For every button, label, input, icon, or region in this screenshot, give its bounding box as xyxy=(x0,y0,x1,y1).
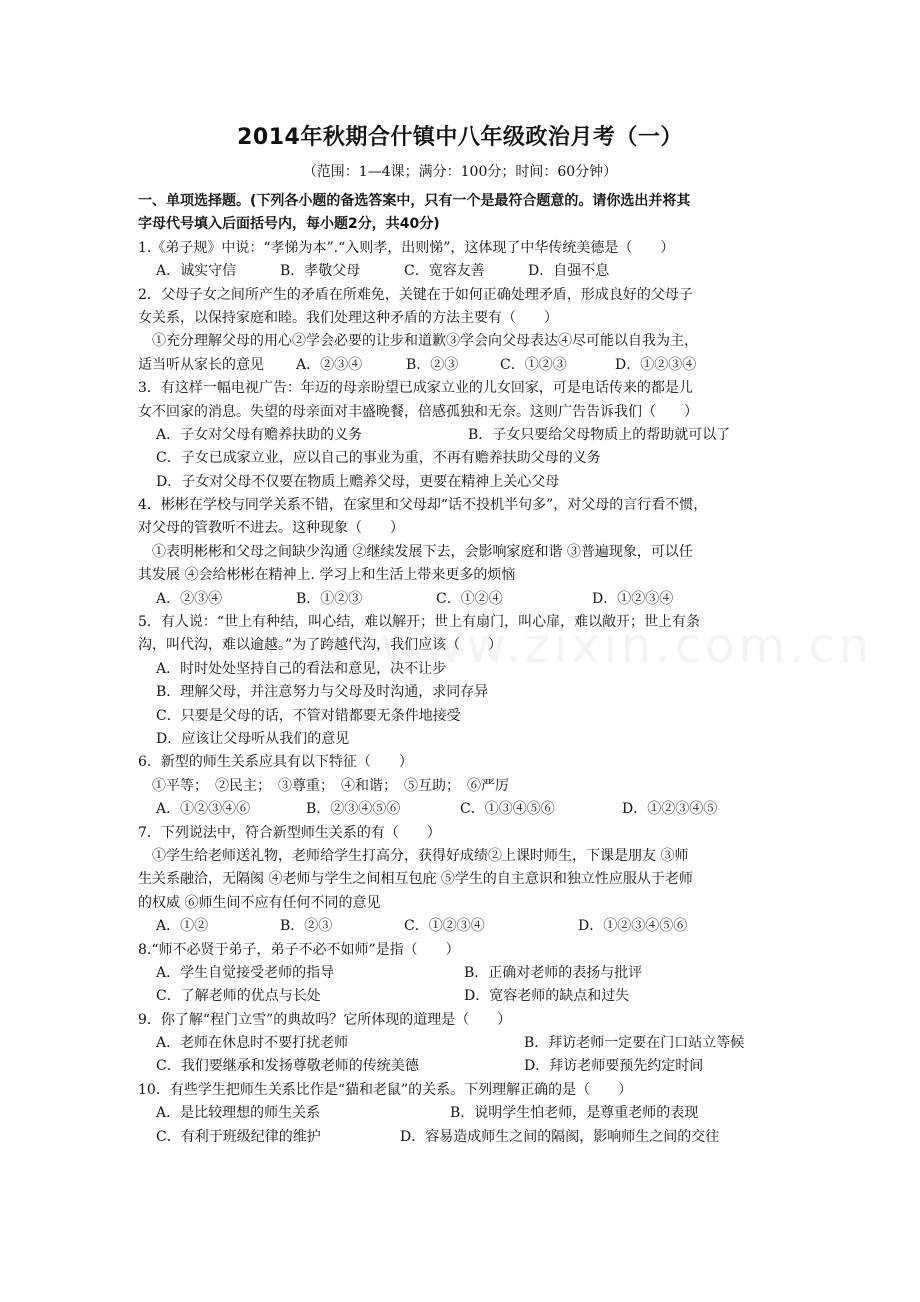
section-heading: 一、单项选择题。(下列各小题的备选答案中，只有一个是最符合题意的。请你选出并将其 xyxy=(138,193,691,209)
q7-stem: 7．下列说法中，符合新型师生关系的有（ ） xyxy=(138,824,441,841)
q6-option-a: A．①②③④⑥ xyxy=(156,801,251,818)
q6-option-c: C．①③④⑤⑥ xyxy=(460,801,555,818)
q10-option-c: C．有利于班级纪律的维护 xyxy=(156,1128,321,1145)
q7-options xyxy=(138,915,788,938)
q3-stem-cont: 女不回家的消息。失望的母亲面对丰盛晚餐，倍感孤独和无奈。这则广告告诉我们（ ） xyxy=(138,403,698,420)
q1-stem: 1.《弟子规》中说：“孝悌为本”.“入则孝，出则悌”，这体现了中华传统美德是（ ） xyxy=(138,239,675,256)
q9-stem: 9．你了解“程门立雪”的典故吗？它所体现的道理是（ ） xyxy=(138,1011,512,1028)
q7-statements: ①学生给老师送礼物，老师给学生打高分，获得好成绩②上课时师生，下课是朋友 ③师 xyxy=(152,847,689,864)
q2-stem-cont: 女关系，以保持家庭和睦。我们处理这种矛盾的方法主要有（ ） xyxy=(138,309,558,326)
q3-option-b: B．子女只要给父母物质上的帮助就可以了 xyxy=(468,426,731,443)
q9-option-a: A．老师在休息时不要打扰老师 xyxy=(156,1035,349,1052)
q4-stem-cont: 对父母的管教听不进去。这种现象（ ） xyxy=(138,520,404,537)
q3-options-ab xyxy=(138,424,788,447)
q5-option-a: A．时时处处坚持自己的看法和意见，决不让步 xyxy=(156,660,447,677)
q5-stem-cont: 沟，叫代沟，难以逾越。”为了跨越代沟，我们应该（ ） xyxy=(138,637,503,654)
q3-stem: 3．有这样一幅电视广告：年迈的母亲盼望已成家立业的儿女回家，可是电话传来的都是儿 xyxy=(138,380,693,397)
q5-stem: 5．有人说：“世上有种结，叫心结，难以解开；世上有扇门，叫心扉，难以敞开；世上有条 xyxy=(138,614,701,631)
q6-stem: 6．新型的师生关系应具有以下特征（ ） xyxy=(138,754,413,771)
q10-options-cd xyxy=(138,1126,788,1149)
q10-option-b: B．说明学生怕老师，是尊重老师的表现 xyxy=(450,1105,699,1122)
q5-option-d: D．应该让父母听从我们的意见 xyxy=(156,730,350,747)
q9-option-d: D．拜访老师要预先约定时间 xyxy=(524,1058,704,1075)
q2-options xyxy=(138,354,788,377)
q10-option-a: A．是比较理想的师生关系 xyxy=(156,1105,321,1122)
q6-options xyxy=(138,798,788,821)
q2-option-d: D．①②③④ xyxy=(615,356,697,373)
q8-options-ab xyxy=(138,962,788,985)
q7-option-a: A．①② xyxy=(156,918,209,935)
q9-option-c: C．我们要继承和发扬尊敬老师的传统美德 xyxy=(156,1058,419,1075)
page-title: 2014年秋期合什镇中八年级政治月考（一） xyxy=(237,125,683,150)
q1-options xyxy=(138,260,788,283)
q7-option-d: D．①②③④⑤⑥ xyxy=(578,918,688,935)
q7-option-c: C．①②③④ xyxy=(404,918,485,935)
q5-option-b: B．理解父母，并注意努力与父母及时沟通，求同存异 xyxy=(156,684,489,701)
q4-option-a: A．②③④ xyxy=(156,590,223,607)
q8-option-b: B．正确对老师的表扬与批评 xyxy=(464,964,643,981)
q7-statements-end: 的权威 ⑥师生间不应有任何不同的意见 xyxy=(138,894,381,911)
q8-option-c: C．了解老师的优点与长处 xyxy=(156,988,321,1005)
q9-options-ab xyxy=(138,1032,788,1055)
q3-option-d: D．子女对父母不仅要在物质上赡养父母，更要在精神上关心父母 xyxy=(156,473,560,490)
q1-option-c: C．宽容友善 xyxy=(404,263,485,280)
q2-statements: ①充分理解父母的用心②学会必要的让步和道歉③学会向父母表达④尽可能以自我为主， xyxy=(152,333,698,350)
q10-stem: 10．有些学生把师生关系比作是“猫和老鼠”的关系。下列理解正确的是（ ） xyxy=(138,1081,633,1098)
section-heading-cont: 字母代号填入后面括号内，每小题2分，共40分) xyxy=(138,216,440,233)
q1-option-a: A．诚实守信 xyxy=(156,263,237,280)
q10-option-d: D．容易造成师生之间的隔阂，影响师生之间的交往 xyxy=(400,1128,720,1145)
q10-options-ab xyxy=(138,1102,788,1125)
q9-options-cd xyxy=(138,1055,788,1078)
q4-stem: 4．彬彬在学校与同学关系不错，在家里和父母却“话不投机半句多”，对父母的言行看不惯， xyxy=(138,497,708,514)
q6-statements: ①平等； ②民主； ③尊重； ④和谐； ⑤互助； ⑥严厉 xyxy=(152,777,509,794)
q6-option-b: B．②③④⑤⑥ xyxy=(306,801,401,818)
q4-options xyxy=(138,588,788,611)
q9-option-b: B．拜访老师一定要在门口站立等候 xyxy=(524,1035,745,1052)
q7-statements-cont: 生关系融洽，无隔阂 ④老师与学生之间相互包庇 ⑤学生的自主意识和独立性应服从于老师 xyxy=(138,871,693,888)
q3-option-a: A．子女对父母有赡养扶助的义务 xyxy=(156,426,363,443)
q4-option-d: D．①②③④ xyxy=(592,590,674,607)
q4-statements-cont: 其发展 ④会给彬彬在精神上. 学习上和生活上带来更多的烦恼 xyxy=(138,567,516,584)
q6-option-d: D．①②③④⑤ xyxy=(622,801,718,818)
q5-option-c: C．只要是父母的话，不管对错都要无条件地接受 xyxy=(156,707,461,724)
page-subtitle: （范围：1—4课；满分：100分；时间：60分钟） xyxy=(302,164,618,180)
q8-options-cd xyxy=(138,985,788,1008)
question-list xyxy=(138,190,788,1149)
q8-option-d: D．宽容老师的缺点和过失 xyxy=(464,988,630,1005)
q2-stem: 2．父母子女之间所产生的矛盾在所难免，关键在于如何正确处理矛盾，形成良好的父母子 xyxy=(138,286,693,303)
q8-stem: 8.“师不必贤于弟子，弟子不必不如师”是指（ ） xyxy=(138,941,460,958)
q7-option-b: B．②③ xyxy=(280,918,333,935)
q1-option-b: B．孝敬父母 xyxy=(280,263,361,280)
q8-option-a: A．学生自觉接受老师的指导 xyxy=(156,964,335,981)
q2-statements-cont: 适当听从家长的意见 xyxy=(138,356,264,373)
q4-statements: ①表明彬彬和父母之间缺少沟通 ②继续发展下去，会影响家庭和谐 ③普遍现象，可以任 xyxy=(152,543,693,560)
q4-option-c: C．①②④ xyxy=(436,590,503,607)
q2-option-c: C．①②③ xyxy=(500,356,567,373)
q2-option-b: B．②③ xyxy=(406,356,459,373)
q3-option-c: C．子女已成家立业，应以自己的事业为重，不再有赡养扶助父母的义务 xyxy=(156,450,601,467)
q1-option-d: D．自强不息 xyxy=(528,263,610,280)
q4-option-b: B．①②③ xyxy=(296,590,363,607)
q2-option-a: A．②③④ xyxy=(296,356,363,373)
